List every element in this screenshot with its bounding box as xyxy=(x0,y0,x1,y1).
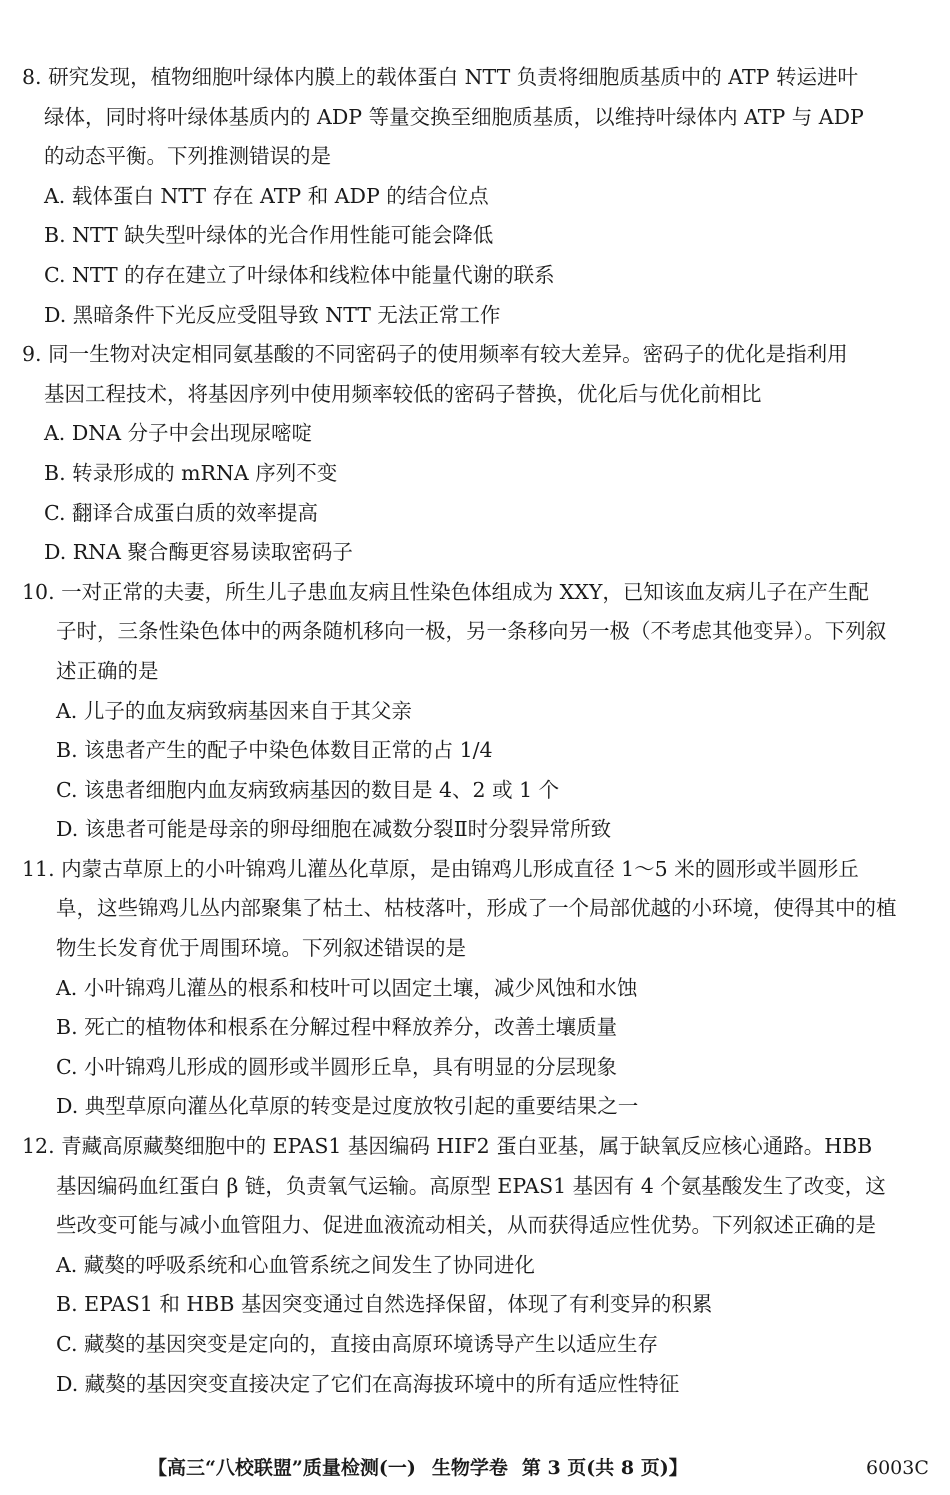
question-8-stem-line-1: 8. 研究发现，植物细胞叶绿体内膜上的载体蛋白 NTT 负责将细胞质基质中的 ATP 转运进叶 xyxy=(22,65,858,89)
question-10-stem-line-2: 子时，三条性染色体中的两条随机移向一极，另一条移向另一极（不考虑其他变异）。下列叙 xyxy=(56,619,887,644)
question-8-stem-line-2: 绿体，同时将叶绿体基质内的 ADP 等量交换至细胞质基质，以维持叶绿体内 ATP 与 ADP xyxy=(44,104,864,129)
question-8-option-d: D. 黑暗条件下光反应受阻导致 NTT 无法正常工作 xyxy=(44,302,501,327)
page-footer xyxy=(0,1448,950,1488)
question-12-option-a: A. 藏獒的呼吸系统和心血管系统之间发生了协同进化 xyxy=(56,1252,535,1277)
question-12-stem-line-2: 基因编码血红蛋白 β 链，负责氧气运输。高原型 EPAS1 基因有 4 个氨基酸发生了改变，这 xyxy=(56,1173,886,1198)
question-9-option-d: D. RNA 聚合酶更容易读取密码子 xyxy=(44,540,353,565)
question-10-option-b: B. 该患者产生的配子中染色体数目正常的占 1/4 xyxy=(56,738,493,763)
question-9-stem-line-2: 基因工程技术，将基因序列中使用频率较低的密码子替换，优化后与优化前相比 xyxy=(44,381,762,406)
question-11-stem-line-3: 物生长发育优于周围环境。下列叙述错误的是 xyxy=(56,936,466,961)
question-list xyxy=(22,58,930,1404)
question-8-stem-line-3: 的动态平衡。下列推测错误的是 xyxy=(44,144,331,169)
footer-main xyxy=(148,1448,688,1488)
question-8-option-a: A. 载体蛋白 NTT 存在 ATP 和 ADP 的结合位点 xyxy=(44,183,489,208)
footer-code: 6003C xyxy=(866,1457,929,1479)
question-11-option-a: A. 小叶锦鸡儿灌丛的根系和枝叶可以固定土壤，减少风蚀和水蚀 xyxy=(56,975,638,1000)
question-9 xyxy=(22,335,930,573)
question-12-option-b: B. EPAS1 和 HBB 基因突变通过自然选择保留，体现了有利变异的积累 xyxy=(56,1292,713,1317)
question-10 xyxy=(22,573,930,850)
question-12 xyxy=(22,1127,930,1404)
question-8-option-c: C. NTT 的存在建立了叶绿体和线粒体中能量代谢的联系 xyxy=(44,262,555,287)
question-12-stem-line-3: 些改变可能与减小血管阻力、促进血液流动相关，从而获得适应性优势。下列叙述正确的是 xyxy=(56,1213,876,1238)
footer-page-info: 第 3 页(共 8 页)】 xyxy=(521,1457,688,1479)
question-9-option-b: B. 转录形成的 mRNA 序列不变 xyxy=(44,460,338,485)
question-10-stem-line-1: 10. 一对正常的夫妻，所生儿子患血友病且性染色体组成为 XXY，已知该血友病儿子在产生配 xyxy=(22,579,869,604)
question-11-option-d: D. 典型草原向灌丛化草原的转变是过度放牧引起的重要结果之一 xyxy=(56,1094,639,1119)
question-11 xyxy=(22,850,930,1127)
question-10-option-a: A. 儿子的血友病致病基因来自于其父亲 xyxy=(56,698,412,723)
question-11-stem-line-1: 11. 内蒙古草原上的小叶锦鸡儿灌丛化草原，是由锦鸡儿形成直径 1～5 米的圆形或半圆形丘 xyxy=(22,856,859,881)
question-8 xyxy=(22,58,930,335)
question-11-stem-line-2: 阜，这些锦鸡儿丛内部聚集了枯土、枯枝落叶，形成了一个局部优越的小环境，使得其中的植 xyxy=(56,896,897,921)
question-10-stem-line-3: 述正确的是 xyxy=(56,658,159,683)
question-12-option-c: C. 藏獒的基因突变是定向的，直接由高原环境诱导产生以适应生存 xyxy=(56,1332,658,1356)
question-9-option-a: A. DNA 分子中会出现尿嘧啶 xyxy=(44,421,313,446)
question-12-stem-line-1: 12. 青藏高原藏獒细胞中的 EPAS1 基因编码 HIF2 蛋白亚基，属于缺氧反应核心通路。HBB xyxy=(22,1134,873,1159)
question-10-option-c: C. 该患者细胞内血友病致病基因的数目是 4、2 或 1 个 xyxy=(56,777,560,802)
question-8-option-b: B. NTT 缺失型叶绿体的光合作用性能可能会降低 xyxy=(44,223,494,248)
footer-subject: 生物学卷 xyxy=(431,1457,508,1479)
question-9-stem-line-1: 9. 同一生物对决定相同氨基酸的不同密码子的使用频率有较大差异。密码子的优化是指利用 xyxy=(22,342,848,367)
question-11-option-c: C. 小叶锦鸡儿形成的圆形或半圆形丘阜，具有明显的分层现象 xyxy=(56,1054,617,1079)
question-10-option-d: D. 该患者可能是母亲的卵母细胞在减数分裂Ⅱ时分裂异常所致 xyxy=(56,817,612,842)
footer-exam-title: 【高三“八校联盟”质量检测(一) xyxy=(148,1457,416,1479)
question-11-option-b: B. 死亡的植物体和根系在分解过程中释放养分，改善土壤质量 xyxy=(56,1015,618,1040)
question-9-option-c: C. 翻译合成蛋白质的效率提高 xyxy=(44,500,318,525)
question-12-option-d: D. 藏獒的基因突变直接决定了它们在高海拔环境中的所有适应性特征 xyxy=(56,1371,680,1396)
